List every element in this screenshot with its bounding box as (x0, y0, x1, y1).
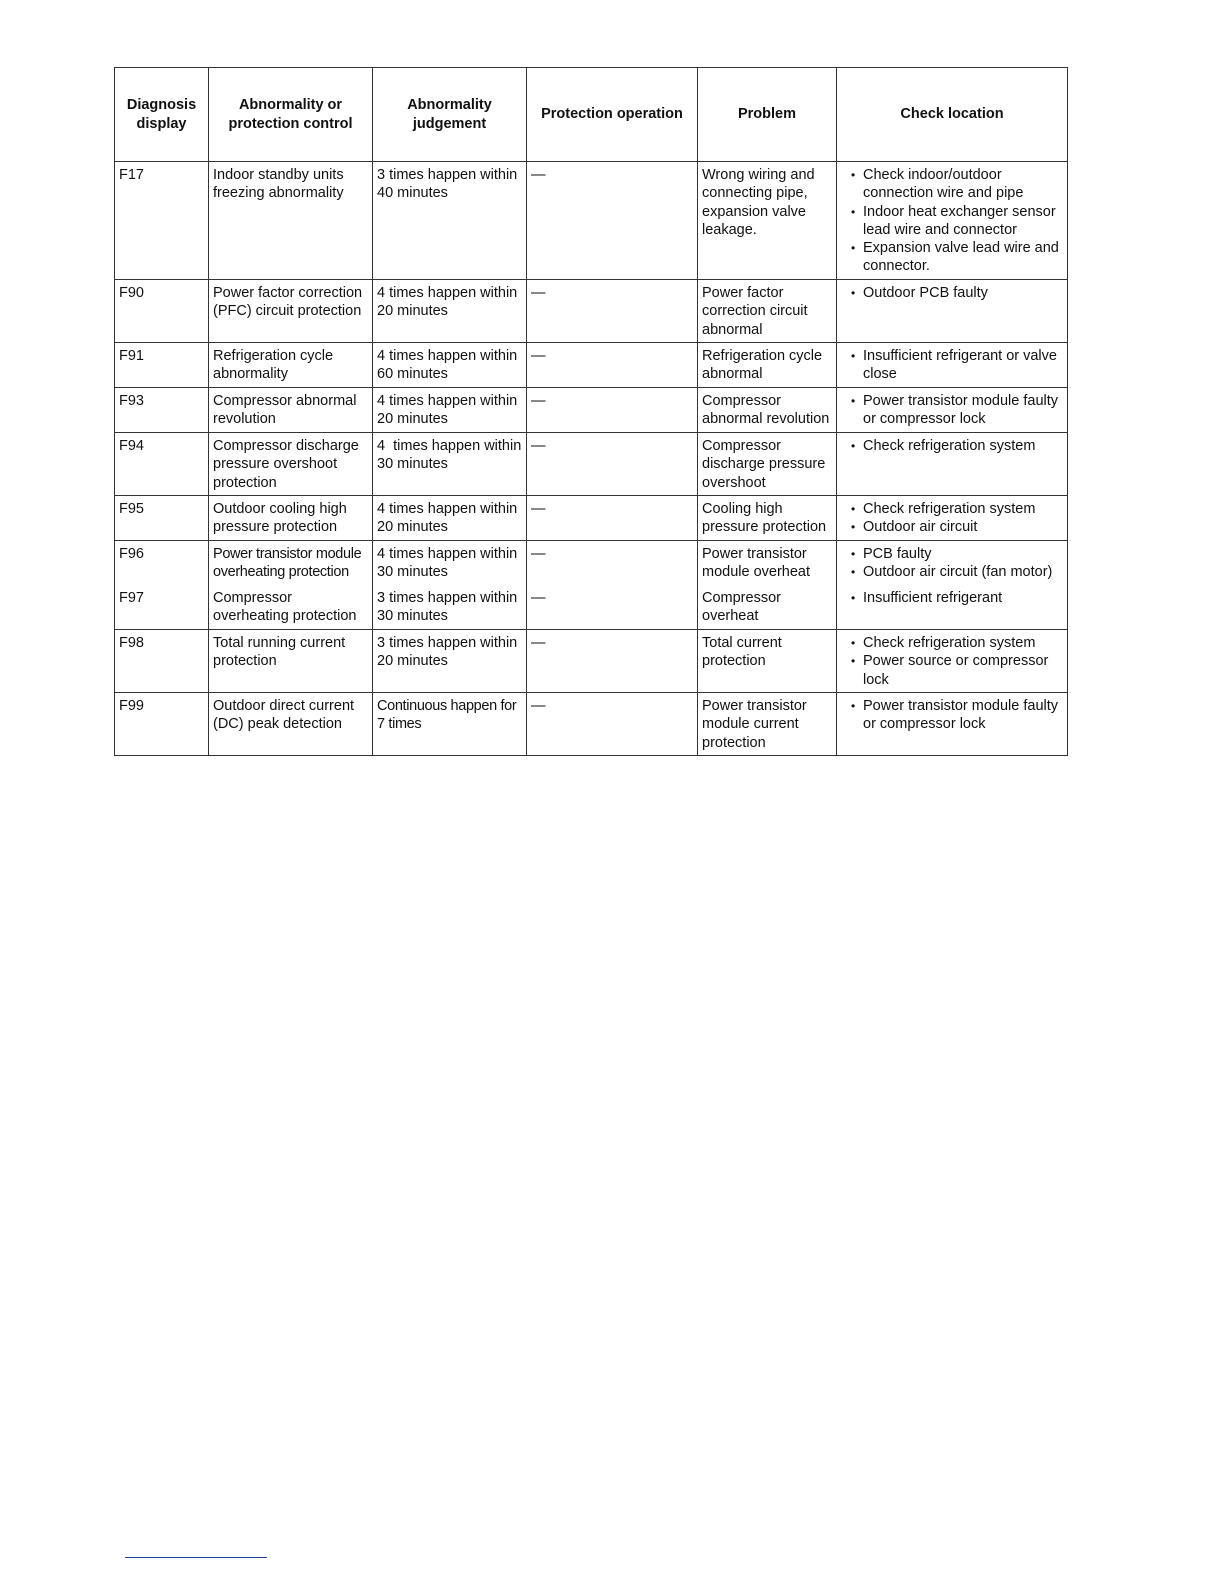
abnormality-control: Indoor standby units freezing abnormality (209, 162, 373, 280)
check-list (841, 166, 1063, 276)
problem: Power transistor module overheat (698, 541, 837, 585)
check-location (837, 630, 1068, 693)
check-item: • Outdoor air circuit (841, 518, 1063, 536)
protection-operation: — (527, 280, 698, 343)
problem: Total current protection (698, 630, 837, 693)
abnormality-judgement: 4 times happen within 20 minutes (373, 496, 527, 541)
abnormality-judgement: 4 times happen within 60 minutes (373, 343, 527, 388)
check-list (841, 347, 1063, 384)
footer-divider (125, 1557, 267, 1558)
diagnosis-code: F98 (115, 630, 209, 693)
protection-operation: — (527, 433, 698, 496)
protection-operation: — (527, 388, 698, 433)
table-row (115, 433, 1068, 496)
abnormality-judgement: 3 times happen within 30 minutes (373, 585, 527, 630)
check-list (841, 284, 1063, 302)
diagnosis-table (114, 67, 1068, 756)
header-check-location: Check location (837, 68, 1068, 162)
abnormality-control: Power factor correction (PFC) circuit protection (209, 280, 373, 343)
check-location (837, 343, 1068, 388)
diagnosis-code: F91 (115, 343, 209, 388)
abnormality-judgement: 3 times happen within 40 minutes (373, 162, 527, 280)
table-header-row (115, 68, 1068, 162)
protection-operation: — (527, 585, 698, 630)
header-diagnosis-display: Diagnosis display (115, 68, 209, 162)
check-location (837, 541, 1068, 585)
check-item: • Indoor heat exchanger sensor lead wire and connector (841, 203, 1063, 240)
protection-operation: — (527, 630, 698, 693)
problem: Cooling high pressure protection (698, 496, 837, 541)
check-list (841, 437, 1063, 455)
abnormality-control: Refrigeration cycle abnormality (209, 343, 373, 388)
diagnosis-code: F90 (115, 280, 209, 343)
table-row (115, 585, 1068, 630)
header-abnormality-judgement: Abnormality judgement (373, 68, 527, 162)
check-item: • Check indoor/outdoor connection wire and pipe (841, 166, 1063, 203)
table-row (115, 343, 1068, 388)
header-protection-operation: Protection operation (527, 68, 698, 162)
abnormality-control: Outdoor direct current (DC) peak detection (209, 693, 373, 756)
diagnosis-code: F97 (115, 585, 209, 630)
check-location (837, 433, 1068, 496)
abnormality-judgement: Continuous happen for 7 times (373, 693, 527, 756)
check-item: • Check refrigeration system (841, 634, 1063, 652)
check-location (837, 280, 1068, 343)
diagnosis-code: F93 (115, 388, 209, 433)
table-row (115, 541, 1068, 585)
check-item: • Outdoor air circuit (fan motor) (841, 563, 1063, 581)
diagnosis-code: F94 (115, 433, 209, 496)
check-list (841, 589, 1063, 607)
abnormality-judgement: 3 times happen within 20 minutes (373, 630, 527, 693)
check-location (837, 388, 1068, 433)
table-row (115, 496, 1068, 541)
abnormality-judgement: 4 times happen within 30 minutes (373, 433, 527, 496)
problem: Refrigeration cycle abnormal (698, 343, 837, 388)
check-list (841, 634, 1063, 689)
check-item: • Expansion valve lead wire and connector. (841, 239, 1063, 276)
check-item: • Power source or compressor lock (841, 652, 1063, 689)
diagnosis-code: F95 (115, 496, 209, 541)
protection-operation: — (527, 343, 698, 388)
check-location (837, 585, 1068, 630)
protection-operation: — (527, 541, 698, 585)
problem: Compressor discharge pressure overshoot (698, 433, 837, 496)
abnormality-control: Total running current protection (209, 630, 373, 693)
header-problem: Problem (698, 68, 837, 162)
table-row (115, 162, 1068, 280)
protection-operation: — (527, 496, 698, 541)
check-item: • PCB faulty (841, 545, 1063, 563)
table-row (115, 388, 1068, 433)
header-abnormality-control: Abnormality or protection control (209, 68, 373, 162)
abnormality-control: Power transistor module overheating protection (209, 541, 373, 585)
check-item: • Outdoor PCB faulty (841, 284, 1063, 302)
problem: Power transistor module current protection (698, 693, 837, 756)
abnormality-judgement: 4 times happen within 30 minutes (373, 541, 527, 585)
check-location (837, 162, 1068, 280)
check-list (841, 392, 1063, 429)
check-item: • Power transistor module faulty or compressor lock (841, 392, 1063, 429)
problem: Power factor correction circuit abnormal (698, 280, 837, 343)
check-location (837, 693, 1068, 756)
check-item: • Check refrigeration system (841, 437, 1063, 455)
check-item: • Power transistor module faulty or compressor lock (841, 697, 1063, 734)
check-location (837, 496, 1068, 541)
table-row (115, 630, 1068, 693)
problem: Wrong wiring and connecting pipe, expansion valve leakage. (698, 162, 837, 280)
check-list (841, 697, 1063, 734)
abnormality-control: Compressor overheating protection (209, 585, 373, 630)
diagnosis-code: F96 (115, 541, 209, 585)
problem: Compressor overheat (698, 585, 837, 630)
check-item: • Insufficient refrigerant (841, 589, 1063, 607)
protection-operation: — (527, 693, 698, 756)
check-list (841, 500, 1063, 537)
diagnosis-code: F99 (115, 693, 209, 756)
diagnosis-code: F17 (115, 162, 209, 280)
table-row (115, 280, 1068, 343)
table-row (115, 693, 1068, 756)
abnormality-judgement: 4 times happen within 20 minutes (373, 280, 527, 343)
problem: Compressor abnormal revolution (698, 388, 837, 433)
check-list (841, 545, 1063, 582)
check-item: • Check refrigeration system (841, 500, 1063, 518)
abnormality-control: Compressor abnormal revolution (209, 388, 373, 433)
check-item: • Insufficient refrigerant or valve close (841, 347, 1063, 384)
protection-operation: — (527, 162, 698, 280)
abnormality-control: Outdoor cooling high pressure protection (209, 496, 373, 541)
abnormality-judgement: 4 times happen within 20 minutes (373, 388, 527, 433)
abnormality-control: Compressor discharge pressure overshoot protection (209, 433, 373, 496)
